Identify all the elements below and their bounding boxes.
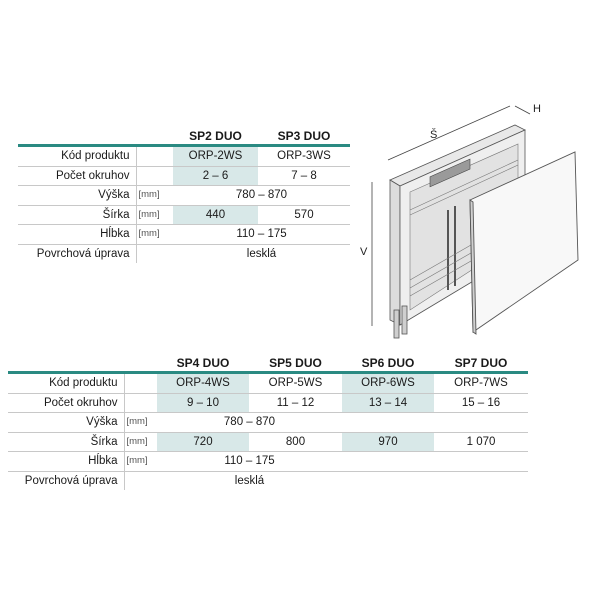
table-row [18, 146, 350, 167]
spec-table-1 [18, 128, 350, 263]
row-label: Povrchová úprava [24, 474, 118, 487]
table-header-row [8, 355, 528, 373]
table-row [18, 166, 350, 186]
table-row [8, 452, 528, 472]
row-label: Povrchová úprava [36, 247, 130, 260]
cell-value: 110 – 175 [173, 225, 350, 245]
row-label: Šírka [8, 432, 124, 452]
table-row [8, 432, 528, 452]
height-label: V [360, 246, 368, 258]
cell-value: 15 – 16 [434, 393, 528, 413]
unit-label: [mm] [124, 452, 157, 472]
spec-table-2 [8, 355, 528, 490]
cell-value: lesklá [246, 247, 277, 260]
cell-value: 9 – 10 [157, 393, 249, 413]
unit-label: [mm] [136, 205, 173, 225]
column-header: SP5 DUO [269, 356, 322, 370]
cell-value: 780 – 870 [173, 186, 350, 206]
cell-value: ORP-5WS [249, 373, 342, 394]
cell-value: 440 [173, 205, 258, 225]
row-label: Počet okruhov [8, 393, 124, 413]
cell-value: ORP-2WS [173, 146, 258, 167]
cell-value: ORP-6WS [342, 373, 434, 394]
cell-value: ORP-7WS [434, 373, 528, 394]
cell-value: 13 – 14 [342, 393, 434, 413]
table-row [8, 413, 528, 433]
row-label: Kód produktu [8, 373, 124, 394]
table-row [8, 393, 528, 413]
row-label: Kód produktu [18, 146, 136, 167]
column-header: SP6 DUO [361, 356, 415, 370]
table-row [18, 205, 350, 225]
cell-value: lesklá [234, 474, 265, 487]
column-header: SP4 DUO [176, 356, 230, 370]
unit-label: [mm] [136, 186, 173, 206]
depth-label: H [533, 103, 541, 115]
table-row [8, 373, 528, 394]
row-label: Výška [18, 186, 136, 206]
unit-label: [mm] [124, 432, 157, 452]
unit-label: [mm] [124, 413, 157, 433]
column-header: SP3 DUO [277, 129, 331, 143]
row-label: Hĺbka [8, 452, 124, 472]
cell-value: ORP-4WS [157, 373, 249, 394]
unit-label: [mm] [136, 225, 173, 245]
cell-value: 110 – 175 [157, 452, 342, 472]
width-label: Š [430, 129, 438, 141]
cell-value: 11 – 12 [249, 393, 342, 413]
cell-value: 970 [342, 432, 434, 452]
column-header: SP2 DUO [189, 129, 242, 143]
cell-value: ORP-3WS [258, 146, 350, 167]
cell-value: 7 – 8 [258, 166, 350, 186]
cell-value: 800 [249, 432, 342, 452]
cell-value: 780 – 870 [157, 413, 342, 433]
cell-value: 720 [157, 432, 249, 452]
table-row [8, 471, 528, 490]
row-label: Hĺbka [18, 225, 136, 245]
column-header: SP7 DUO [454, 356, 508, 370]
row-label: Počet okruhov [18, 166, 136, 186]
table-row [18, 225, 350, 245]
cabinet-diagram [360, 100, 590, 340]
cell-value: 1 070 [434, 432, 528, 452]
cell-value: 2 – 6 [173, 166, 258, 186]
row-label: Šírka [18, 205, 136, 225]
table-row [18, 244, 350, 263]
cell-value: 570 [258, 205, 350, 225]
table-row [18, 186, 350, 206]
row-label: Výška [8, 413, 124, 433]
table-header-row [18, 128, 350, 146]
